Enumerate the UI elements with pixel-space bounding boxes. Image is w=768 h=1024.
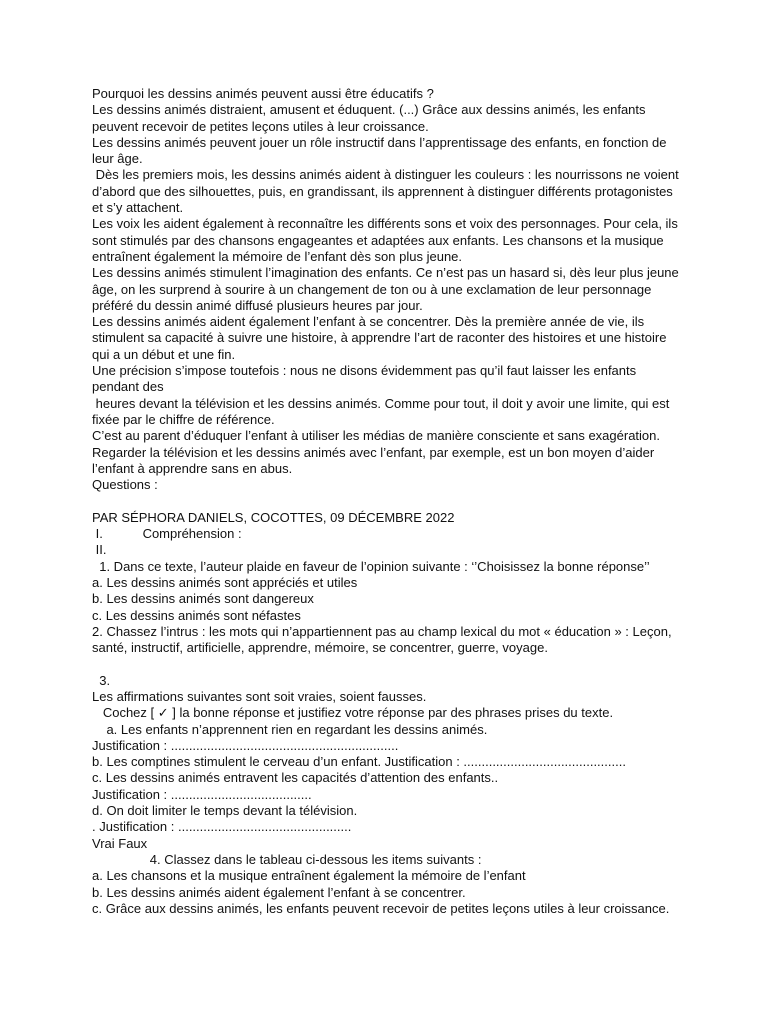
text-line: Questions : <box>92 477 158 493</box>
document-page <box>92 86 682 917</box>
text-line: peuvent recevoir de petites leçons utiles à leur croissance. <box>92 118 429 134</box>
text-line: b. Les comptines stimulent le cerveau d’un enfant. Justification : ............................................. <box>92 754 626 770</box>
text-line: 1. Dans ce texte, l’auteur plaide en faveur de l’opinion suivante : ‘’Choisissez la bonne réponse’’ <box>92 558 650 574</box>
text-line: d. On doit limiter le temps devant la télévision. <box>92 803 358 819</box>
text-line: Les dessins animés distraient, amusent et éduquent. (...) Grâce aux dessins animés, les enfants <box>92 102 646 118</box>
text-line: âge, on les surprend à sourire à un changement de ton ou à une exclamation de leur personnage <box>92 281 652 297</box>
text-line: préféré du dessin animé diffusé plusieurs heures par jour. <box>92 297 423 313</box>
text-line: pendant des <box>92 379 164 395</box>
text-line: Cochez [ ✓ ] la bonne réponse et justifiez votre réponse par des phrases prises du texte. <box>92 705 614 721</box>
text-line: stimulent sa capacité à suivre une histoire, à apprendre l’art de raconter des histoires et une histoire <box>92 330 667 346</box>
text-line: leur âge. <box>92 151 143 167</box>
text-line: qui a un début et une fin. <box>92 346 236 362</box>
text-line: II. <box>92 542 107 558</box>
blank-line <box>92 656 682 672</box>
text-line: c. Les dessins animés sont néfastes <box>92 607 301 623</box>
text-line: Une précision s’impose toutefois : nous ne disons évidemment pas qu’il faut laisser les enfants <box>92 363 637 379</box>
text-line: Dès les premiers mois, les dessins animés aident à distinguer les couleurs : les nourrissons ne voient <box>92 167 679 183</box>
text-line: Justification : ....................................... <box>92 786 312 802</box>
text-line: b. Les dessins animés sont dangereux <box>92 591 314 607</box>
text-line: Les dessins animés aident également l’enfant à se concentrer. Dès la première année de vie, ils <box>92 314 645 330</box>
text-line: 4. Classez dans le tableau ci-dessous les items suivants : <box>92 851 482 867</box>
text-line: et s’y attachent. <box>92 200 184 216</box>
text-line: Vrai Faux <box>92 835 148 851</box>
text-line: c. Grâce aux dessins animés, les enfants peuvent recevoir de petites leçons utiles à leur croissance. <box>92 900 670 916</box>
text-line: c. Les dessins animés entravent les capacités d’attention des enfants.. <box>92 770 499 786</box>
text-line: entraînent également la mémoire de l’enfant dès son plus jeune. <box>92 248 463 264</box>
text-line: a. Les chansons et la musique entraînent également la mémoire de l’enfant <box>92 868 526 884</box>
text-line: Les affirmations suivantes sont soit vraies, soient fausses. <box>92 688 427 704</box>
text-line: Les dessins animés stimulent l’imagination des enfants. Ce n’est pas un hasard si, dès leur plus jeune <box>92 265 679 281</box>
text-line: Pourquoi les dessins animés peuvent aussi être éducatifs ? <box>92 86 434 101</box>
text-line: 2. Chassez l’intrus : les mots qui n’appartiennent pas au champ lexical du mot « éducation » : Leçon, <box>92 623 672 639</box>
text-line: sont stimulés par des chansons engageantes et adaptées aux enfants. Les chansons et la musique <box>92 232 664 248</box>
text-line: Les voix les aident également à reconnaître les différents sons et voix des personnages. Pour cela, ils <box>92 216 678 232</box>
text-line: 3. <box>92 672 111 688</box>
text-line: . Justification : ................................................ <box>92 819 352 835</box>
text-line: fixée par le chiffre de référence. <box>92 411 275 427</box>
text-line: b. Les dessins animés aident également l’enfant à se concentrer. <box>92 884 466 900</box>
text-line: I. Compréhension : <box>92 526 242 542</box>
text-line: C’est au parent d’éduquer l’enfant à utiliser les médias de manière consciente et sans exagération. <box>92 428 661 444</box>
text-line: PAR SÉPHORA DANIELS, COCOTTES, 09 DÉCEMBRE 2022 <box>92 509 455 525</box>
text-line: santé, instructif, artificielle, apprendre, mémoire, se concentrer, guerre, voyage. <box>92 640 548 656</box>
text-line: Les dessins animés peuvent jouer un rôle instructif dans l’apprentissage des enfants, en fonction de <box>92 134 667 150</box>
blank-line <box>92 493 682 509</box>
text-line: Justification : ............................................................... <box>92 737 399 753</box>
text-line: a. Les dessins animés sont appréciés et utiles <box>92 574 358 590</box>
text-line: a. Les enfants n’apprennent rien en regardant les dessins animés. <box>92 721 488 737</box>
text-line: heures devant la télévision et les dessins animés. Comme pour tout, il doit y avoir une limite, qui est <box>92 395 670 411</box>
text-line: d’abord que des silhouettes, puis, en grandissant, ils apprennent à distinguer différents protagonistes <box>92 183 673 199</box>
text-line: Regarder la télévision et les dessins animés avec l’enfant, par exemple, est un bon moyen d’aider <box>92 444 655 460</box>
text-line: l’enfant à apprendre sans en abus. <box>92 460 293 476</box>
